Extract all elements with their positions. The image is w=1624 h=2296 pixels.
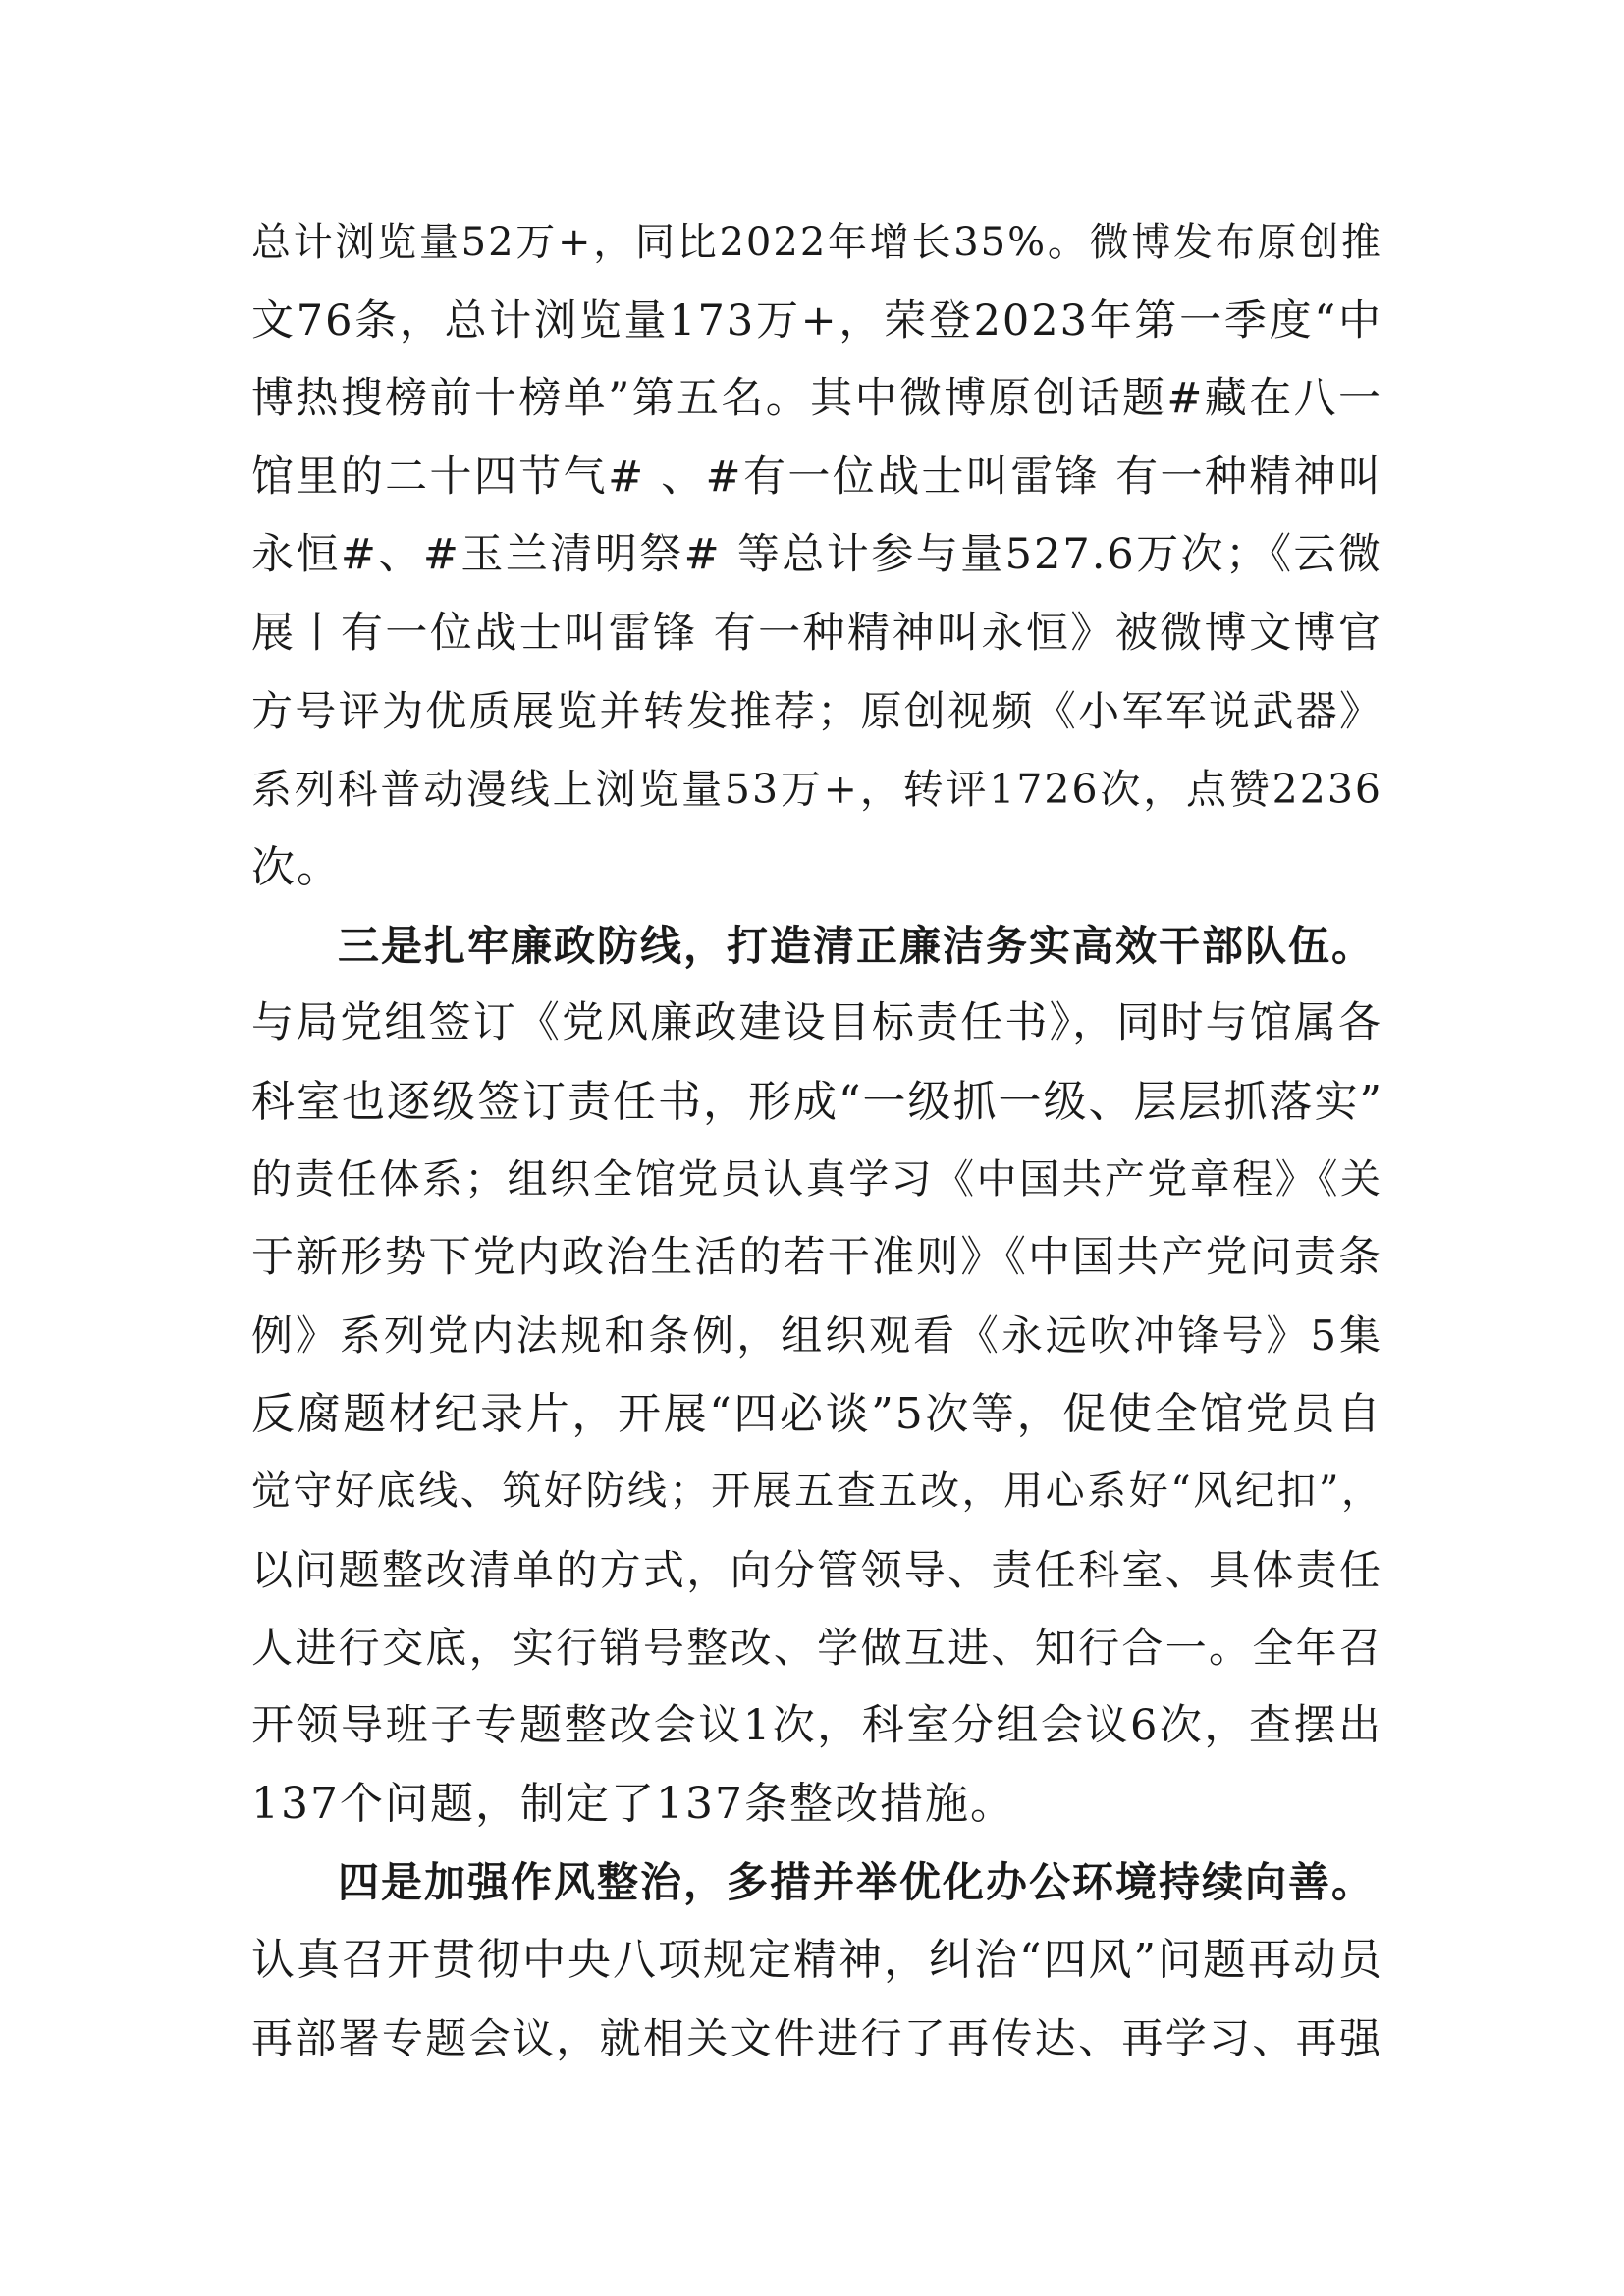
body-line: 例》系列党内法规和条例，组织观看《永远吹冲锋号》5集: [251, 1311, 1382, 1360]
body-line: 次。: [251, 842, 342, 892]
body-line: 馆里的二十四节气# 、#有一位战士叫雷锋 有一种精神叫: [251, 452, 1382, 502]
body-line: 文76条，总计浏览量173万+，荣登2023年第一季度“中: [251, 295, 1382, 346]
body-line: 于新形势下党内政治生活的若干准则》《中国共产党问责条: [251, 1232, 1382, 1282]
document-body: [251, 204, 1382, 2077]
body-line: 方号评为优质展览并转发推荐；原创视频《小军军说武器》: [251, 687, 1382, 735]
body-line: 永恒#、#玉兰清明祭# 等总计参与量527.6万次；《云微: [251, 530, 1382, 579]
body-line: 觉守好底线、筑好防线；开展五查五改，用心系好“风纪扣”，: [251, 1468, 1382, 1514]
body-line: 开领导班子专题整改会议1次，科室分组会议6次，查摆出: [251, 1700, 1382, 1750]
body-line: 系列科普动漫线上浏览量53万+，转评1726次，点赞2236: [251, 765, 1382, 813]
body-line: 总计浏览量52万+，同比2022年增长35%。微博发布原创推: [251, 220, 1382, 265]
body-line: 科室也逐级签订责任书，形成“一级抓一级、层层抓落实”: [251, 1076, 1383, 1127]
body-line: 博热搜榜前十榜单”第五名。其中微博原创话题#藏在八一: [251, 374, 1382, 423]
section-heading: 三是扎牢廉政防线，打造清正廉洁务实高效干部队伍。: [338, 921, 1376, 970]
body-line: 的责任体系；组织全馆党员认真学习《中国共产党章程》《关: [251, 1155, 1382, 1202]
section-heading: 四是加强作风整治，多措并举优化办公环境持续向善。: [338, 1857, 1376, 1906]
body-line: 人进行交底，实行销号整改、学做互进、知行合一。全年召: [251, 1624, 1382, 1672]
body-line: 再部署专题会议，就相关文件进行了再传达、再学习、再强: [251, 2013, 1382, 2062]
body-line: 以问题整改清单的方式，向分管领导、责任科室、具体责任: [251, 1545, 1382, 1594]
body-line: 认真召开贯彻中央八项规定精神，纠治“四风”问题再动员: [251, 1935, 1383, 1985]
body-line: 反腐题材纪录片，开展“四必谈”5次等，促使全馆党员自: [251, 1388, 1382, 1439]
body-line: 展丨有一位战士叫雷锋 有一种精神叫永恒》被微博文博官: [251, 608, 1382, 658]
body-line: 与局党组签订《党风廉政建设目标责任书》，同时与馆属各: [251, 998, 1382, 1047]
body-line: 137个问题，制定了137条整改措施。: [251, 1779, 1015, 1829]
